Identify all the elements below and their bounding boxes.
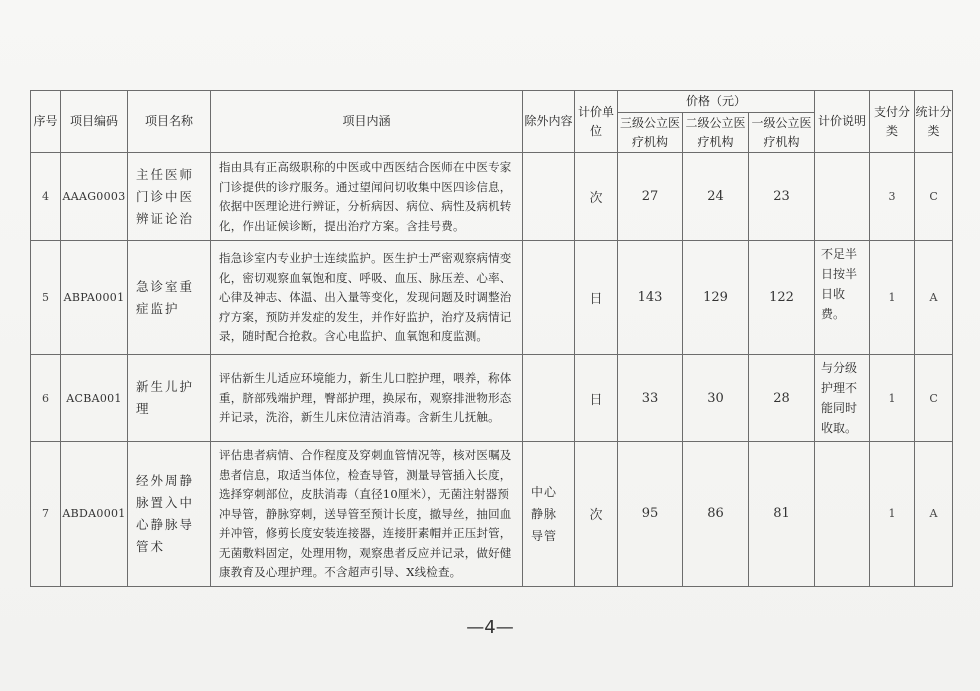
- header-price-group: 价格（元）: [618, 91, 815, 113]
- table-row: [31, 241, 953, 355]
- row-payment: 1: [870, 241, 915, 355]
- row-price-level3: 143: [618, 241, 683, 355]
- row-unit: 日: [575, 241, 618, 355]
- row-content: 评估新生儿适应环境能力，新生儿口腔护理，喂养，称体重，脐部残端护理，臀部护理，换尿布，观察排泄物形态并记录，洗浴，新生儿床位清洁消毒。含新生儿抚触。: [211, 355, 523, 442]
- row-name: 经外周静脉置入中心静脉导管术: [128, 442, 211, 587]
- row-note: 不足半日按半日收费。: [815, 241, 870, 355]
- row-price-level1: 81: [749, 442, 815, 587]
- row-payment: 3: [870, 153, 915, 241]
- row-price-level1: 28: [749, 355, 815, 442]
- header-code: 项目编码: [61, 91, 128, 153]
- row-price-level3: 27: [618, 153, 683, 241]
- header-price-level2: 二级公立医疗机构: [683, 113, 749, 153]
- row-content: 指急诊室内专业护士连续监护。医生护士严密观察病情变化，密切观察血氧饱和度、呼吸、血压、脉压差、心率、心律及神志、体温、出入量等变化，发现问题及时调整治疗方案，预防并发症的发生，并作好监护，治疗及病情记录，随时配合抢救。含心电监护、血氧饱和度监测。: [211, 241, 523, 355]
- table-row: [31, 153, 953, 241]
- row-price-level2: 86: [683, 442, 749, 587]
- row-unit: 日: [575, 355, 618, 442]
- header-row: [31, 91, 953, 113]
- row-unit: 次: [575, 153, 618, 241]
- row-unit: 次: [575, 442, 618, 587]
- row-note: [815, 153, 870, 241]
- row-payment: 1: [870, 442, 915, 587]
- row-seq: 4: [31, 153, 61, 241]
- fee-table: [30, 90, 953, 587]
- row-excluded: 中心静脉导管: [523, 442, 575, 587]
- header-note: 计价说明: [815, 91, 870, 153]
- header-seq: 序号: [31, 91, 61, 153]
- row-code: ABDA0001: [61, 442, 128, 587]
- row-stat: A: [915, 241, 953, 355]
- row-content: 指由具有正高级职称的中医或中西医结合医师在中医专家门诊提供的诊疗服务。通过望闻问切收集中医四诊信息，依据中医理论进行辨证，分析病因、病位、病性及病机转化，作出证候诊断，提出治疗方案。含挂号费。: [211, 153, 523, 241]
- row-stat: C: [915, 355, 953, 442]
- header-excluded: 除外内容: [523, 91, 575, 153]
- row-stat: C: [915, 153, 953, 241]
- row-excluded: [523, 153, 575, 241]
- row-seq: 7: [31, 442, 61, 587]
- row-price-level3: 33: [618, 355, 683, 442]
- page-number: —4—: [466, 617, 514, 638]
- header-content: 项目内涵: [211, 91, 523, 153]
- table-row: [31, 442, 953, 587]
- row-price-level1: 23: [749, 153, 815, 241]
- row-price-level3: 95: [618, 442, 683, 587]
- row-note: 与分级护理不能同时收取。: [815, 355, 870, 442]
- header-name: 项目名称: [128, 91, 211, 153]
- header-unit: 计价单位: [575, 91, 618, 153]
- row-stat: A: [915, 442, 953, 587]
- row-code: AAAG0003: [61, 153, 128, 241]
- row-price-level2: 129: [683, 241, 749, 355]
- header-price-level1: 一级公立医疗机构: [749, 113, 815, 153]
- row-seq: 6: [31, 355, 61, 442]
- row-name: 新生儿护理: [128, 355, 211, 442]
- row-content: 评估患者病情、合作程度及穿刺血管情况等，核对医嘱及患者信息，取适当体位，检查导管，测量导管插入长度，选择穿刺部位，皮肤消毒（直径10厘米），无菌注射器预冲导管，静脉穿刺，送导管至预计长度，撤导丝，抽回血并冲管，修剪长度安装连接器，连接肝素帽并正压封管，无菌敷料固定，处理用物，观察患者反应并记录，做好健康教育及心理护理。不含超声引导、X线检查。: [211, 442, 523, 587]
- header-stat: 统计分类: [915, 91, 953, 153]
- row-price-level1: 122: [749, 241, 815, 355]
- row-code: ACBA001: [61, 355, 128, 442]
- row-price-level2: 30: [683, 355, 749, 442]
- row-name: 主任医师门诊中医辨证论治: [128, 153, 211, 241]
- row-seq: 5: [31, 241, 61, 355]
- row-excluded: [523, 241, 575, 355]
- table-row: [31, 355, 953, 442]
- header-payment: 支付分类: [870, 91, 915, 153]
- row-name: 急诊室重症监护: [128, 241, 211, 355]
- row-code: ABPA0001: [61, 241, 128, 355]
- row-excluded: [523, 355, 575, 442]
- row-price-level2: 24: [683, 153, 749, 241]
- row-payment: 1: [870, 355, 915, 442]
- header-price-level3: 三级公立医疗机构: [618, 113, 683, 153]
- row-note: [815, 442, 870, 587]
